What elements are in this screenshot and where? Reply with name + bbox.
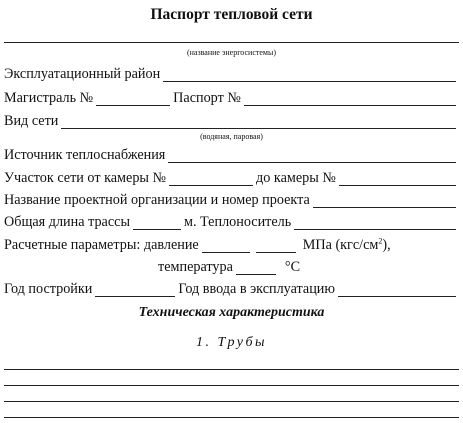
pressure-unit: МПа $(кгс/см^2)$, bbox=[302, 236, 391, 253]
main-number-field[interactable] bbox=[96, 92, 170, 106]
pressure-field-2[interactable] bbox=[256, 239, 296, 253]
length-row bbox=[4, 214, 459, 230]
design-org-row bbox=[4, 192, 459, 208]
pipes-line-2[interactable] bbox=[4, 385, 459, 386]
energy-system-caption: (название энергосистемы) bbox=[186, 48, 277, 57]
temperature-label: температура bbox=[158, 259, 233, 275]
commission-year-field[interactable] bbox=[338, 283, 456, 297]
pipes-line-1[interactable] bbox=[4, 369, 459, 370]
years-row bbox=[4, 281, 459, 297]
main-passport-row bbox=[4, 90, 459, 106]
commission-year-label: Год ввода в эксплуатацию bbox=[178, 281, 335, 297]
build-year-label: Год постройки bbox=[4, 281, 93, 297]
section-to-field[interactable] bbox=[339, 172, 456, 186]
length-unit-label: м. Теплоноситель bbox=[183, 214, 292, 230]
pipes-line-3[interactable] bbox=[4, 401, 459, 402]
pressure-row bbox=[4, 237, 459, 253]
main-label: Магистраль № bbox=[4, 90, 94, 106]
length-field[interactable] bbox=[133, 216, 181, 230]
source-field[interactable] bbox=[168, 149, 456, 163]
temperature-field[interactable] bbox=[236, 261, 276, 275]
net-type-caption: (водяная, паровая) bbox=[200, 132, 263, 141]
pipes-heading: 1. Трубы bbox=[196, 335, 267, 350]
temperature-row bbox=[158, 259, 459, 275]
district-row bbox=[4, 66, 459, 82]
district-label: Эксплуатационный район bbox=[4, 66, 161, 82]
build-year-field[interactable] bbox=[95, 283, 175, 297]
net-type-label: Вид сети bbox=[4, 113, 59, 129]
section-from-field[interactable] bbox=[169, 172, 253, 186]
design-org-label: Название проектной организации и номер проекта bbox=[4, 192, 310, 208]
passport-label: Паспорт № bbox=[173, 90, 241, 106]
section-to-label: до камеры № bbox=[256, 170, 336, 186]
pressure-field-1[interactable] bbox=[202, 239, 250, 253]
document-title: Паспорт тепловой сети bbox=[150, 6, 313, 23]
section-from-label: Участок сети от камеры № bbox=[4, 170, 167, 186]
passport-number-field[interactable] bbox=[244, 92, 456, 106]
section-row bbox=[4, 170, 459, 186]
temperature-unit: °С bbox=[284, 259, 301, 275]
params-label: Расчетные параметры: давление bbox=[4, 237, 199, 253]
source-row bbox=[4, 147, 459, 163]
source-label: Источник теплоснабжения bbox=[4, 147, 166, 163]
energy-system-field[interactable] bbox=[4, 42, 459, 43]
design-org-field[interactable] bbox=[313, 194, 456, 208]
tech-heading: Техническая характеристика bbox=[138, 305, 325, 320]
net-type-field[interactable] bbox=[61, 115, 456, 129]
heat-carrier-field[interactable] bbox=[294, 216, 456, 230]
net-type-row bbox=[4, 113, 459, 129]
length-label: Общая длина трассы bbox=[4, 214, 130, 230]
district-field[interactable] bbox=[163, 68, 456, 82]
pipes-line-4[interactable] bbox=[4, 417, 459, 418]
